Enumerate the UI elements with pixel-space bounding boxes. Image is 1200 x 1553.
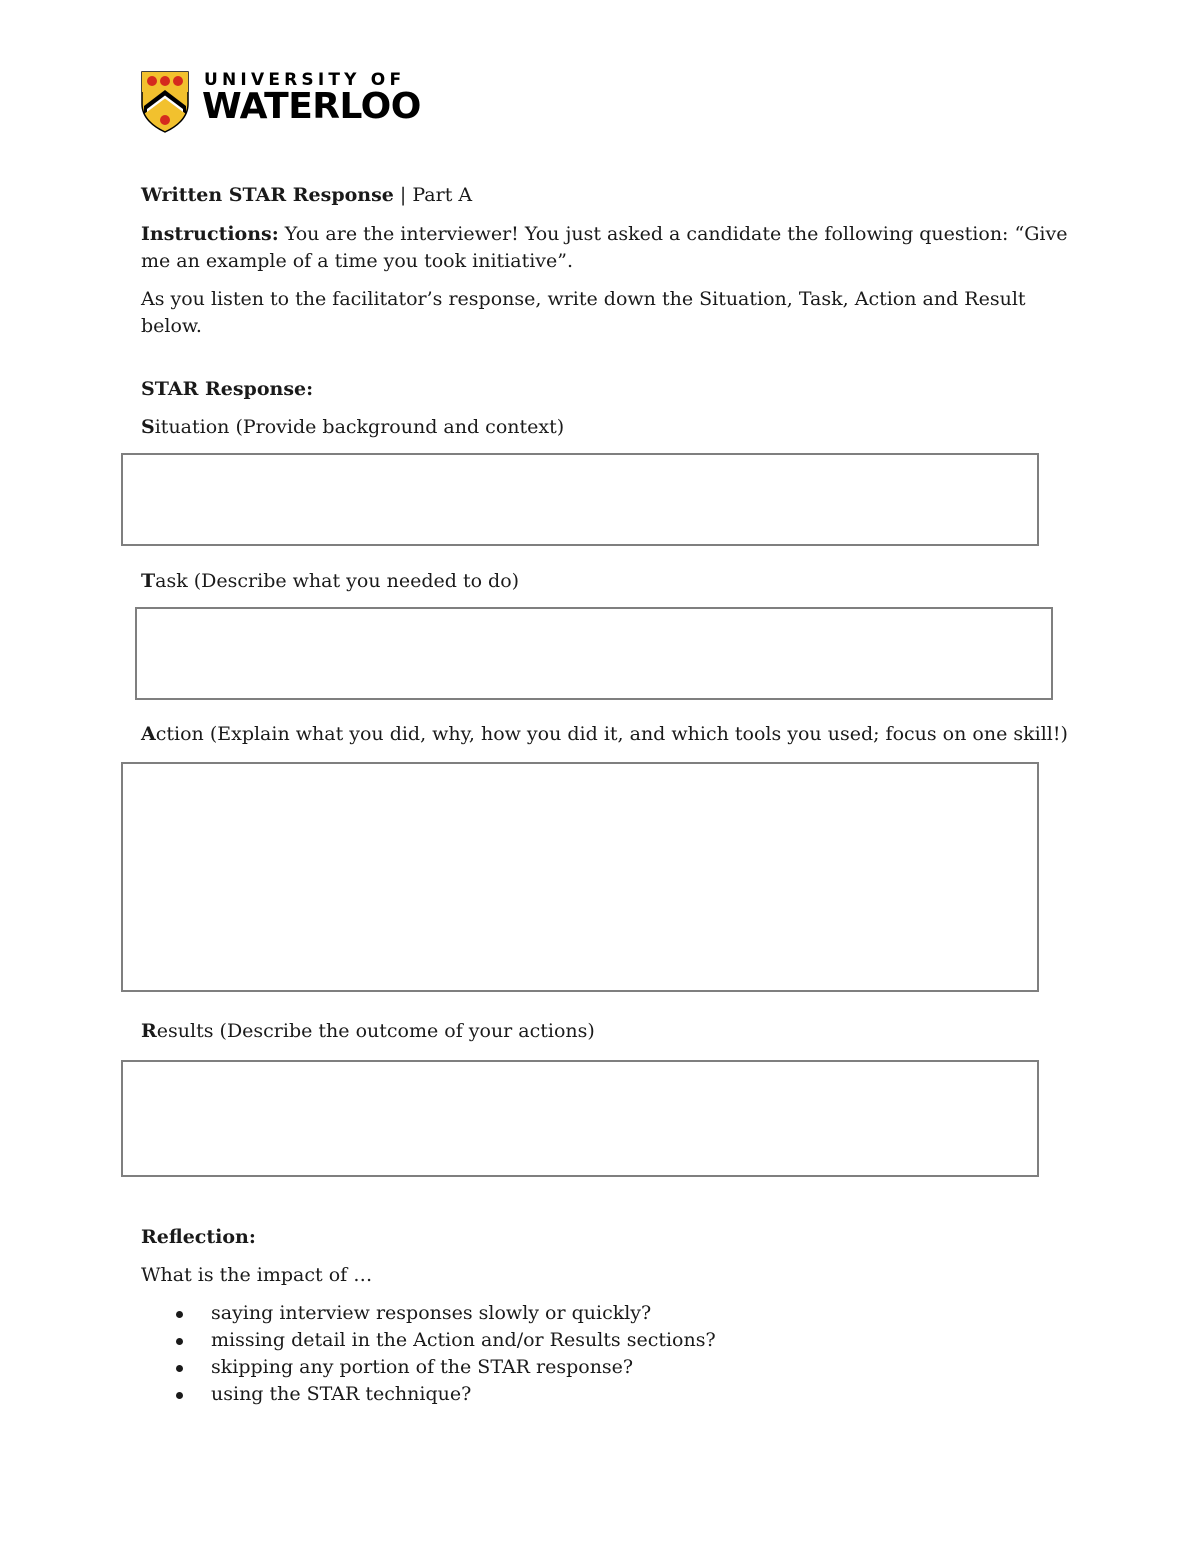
task-answer-box[interactable]: [135, 607, 1053, 700]
logo-waterloo: WATERLOO: [202, 86, 421, 127]
situation-answer-box[interactable]: [121, 453, 1039, 546]
situation-description: ituation (Provide background and context): [154, 416, 565, 438]
action-description: ction (Explain what you did, why, how you did it, and which tools you used; focus on one skill!): [155, 723, 1068, 745]
list-item: using the STAR technique?: [141, 1381, 716, 1408]
university-logo: [140, 70, 420, 136]
shield-crest-icon: [140, 70, 190, 134]
instructions-line2: me an example of a time you took initiative”.: [141, 250, 574, 272]
page-title-part: | Part A: [393, 184, 473, 206]
situation-label: [141, 414, 564, 441]
task-label: [141, 568, 519, 595]
action-answer-box[interactable]: [121, 762, 1039, 992]
page-title: [141, 182, 472, 209]
results-label: [141, 1018, 595, 1045]
reflection-intro: What is the impact of …: [141, 1264, 373, 1286]
instructions-text: You are the interviewer! You just asked a candidate the following question: “Give: [278, 223, 1068, 245]
reflection-heading: Reflection:: [141, 1226, 256, 1248]
star-response-heading: STAR Response:: [141, 378, 314, 400]
logo-university-of: UNIVERSITY OF: [204, 70, 406, 90]
list-item: skipping any portion of the STAR response?: [141, 1354, 716, 1381]
reflection-list: [141, 1300, 716, 1408]
page-title-bold: Written STAR Response: [141, 184, 394, 206]
task-description: ask (Describe what you needed to do): [155, 570, 520, 592]
listen-line1: As you listen to the facilitator’s response, write down the Situation, Task, Action and Result: [141, 288, 1026, 310]
action-letter: A: [141, 723, 156, 745]
list-item: missing detail in the Action and/or Results sections?: [141, 1327, 716, 1354]
results-description: esults (Describe the outcome of your actions): [156, 1020, 595, 1042]
action-label: [141, 721, 1068, 748]
list-item: saying interview responses slowly or quickly?: [141, 1300, 716, 1327]
instructions-line1: [141, 221, 1067, 248]
listen-line2: below.: [141, 315, 202, 337]
instructions-label: Instructions:: [141, 223, 279, 245]
situation-letter: S: [141, 416, 155, 438]
task-letter: T: [141, 570, 156, 592]
results-answer-box[interactable]: [121, 1060, 1039, 1177]
results-letter: R: [141, 1020, 157, 1042]
